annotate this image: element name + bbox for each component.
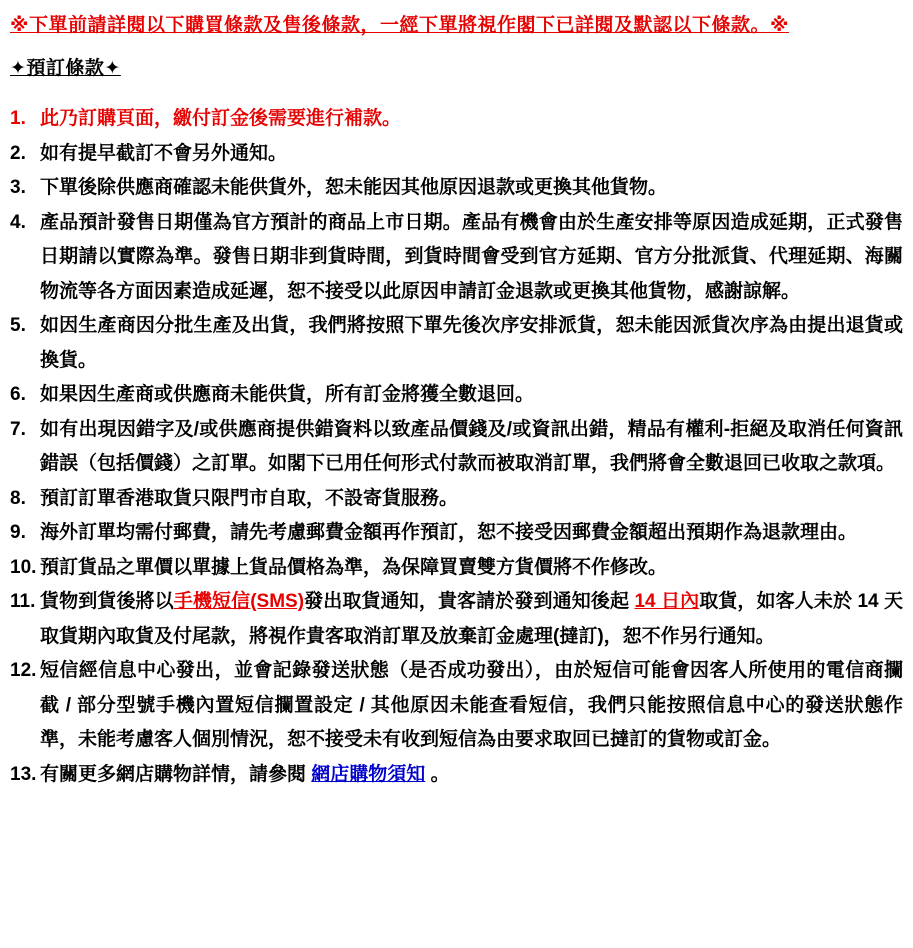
term-item-5 (10, 309, 903, 378)
term-text-segment: 下單後除供應商確認未能供貨外，恕未能因其他原因退款或更換其他貨物。 (40, 177, 668, 198)
term-text-segment: 預訂訂單香港取貨只限門市自取，不設寄貨服務。 (40, 487, 459, 509)
term-text (40, 585, 903, 654)
purchase-terms-warning: ※下單前請詳閱以下購買條款及售後條款，一經下單將視作閣下已詳閱及默認以下條款。※ (10, 15, 789, 36)
term-text-segment: 取貨，如客人未於 14 天取貨期內取貨及付尾款，將視作貴客取消訂單及放棄訂金處理(撻訂)，恕不作另行通知。 (40, 591, 903, 647)
term-text-segment: 。 (425, 763, 450, 785)
term-number: 9. (10, 522, 26, 543)
term-text-segment: 產品預計發售日期僅為官方預計的商品上市日期。產品有機會由於生產安排等原因造成延期，正式發售日期請以實際為準。發售日期非到貨時間，到貨時間會受到官方延期、官方分批派貨、代理延期、海關物流等各方面因素造成延遲，恕不接受以此原因申請訂金退款或更換其他貨物，感謝諒解。 (40, 211, 903, 302)
term-text (40, 206, 903, 310)
shop-guide-link[interactable]: 網店購物須知 (311, 763, 426, 785)
term-item-4 (10, 206, 903, 310)
term-text (40, 516, 903, 551)
term-number: 1. (10, 108, 26, 129)
term-number: 8. (10, 487, 26, 509)
term-item-2 (10, 137, 903, 172)
term-item-13 (10, 758, 903, 793)
term-number: 4. (10, 211, 26, 233)
term-number: 2. (10, 142, 26, 164)
term-item-3 (10, 171, 903, 206)
term-item-7 (10, 413, 903, 482)
term-text (40, 137, 903, 172)
term-text (40, 482, 903, 517)
term-number: 13. (10, 763, 37, 785)
term-item-9 (10, 516, 903, 551)
term-text (40, 551, 903, 586)
term-item-6 (10, 378, 903, 413)
term-number: 10. (10, 556, 37, 578)
term-number: 12. (10, 660, 37, 681)
terms-list (10, 102, 903, 792)
term-number: 5. (10, 315, 26, 336)
term-text-segment: 海外訂單均需付郵費，請先考慮郵費金額再作預訂，恕不接受因郵費金額超出預期作為退款理由。 (40, 522, 858, 543)
term-text (40, 758, 903, 793)
term-text-segment: 發出取貨通知，貴客請於發到通知後起 (304, 591, 635, 612)
highlighted-term-text: 手機短信(SMS) (173, 591, 305, 612)
term-text (40, 413, 903, 482)
term-text-segment: 如有提早截訂不會另外通知。 (40, 142, 288, 164)
term-text-segment: 有關更多網店購物詳情，請參閱 (40, 763, 312, 785)
term-item-12 (10, 654, 903, 758)
term-text-segment: 短信經信息中心發出，並會記錄發送狀態（是否成功發出），由於短信可能會因客人所使用的電信商攔截 / 部分型號手機內置短信攔置設定 / 其他原因未能查看短信，我們只能按照信息中心的發送狀態作準，未能考慮客人個別情況，恕不接受未有收到短信為由要求取回已撻訂的貨物或訂金。 (40, 660, 903, 750)
term-text-segment: 預訂貨品之單價以單據上貨品價格為準，為保障買賣雙方貨價將不作修改。 (40, 556, 668, 578)
term-item-1 (10, 102, 903, 137)
term-item-10 (10, 551, 903, 586)
term-text (40, 309, 903, 378)
term-item-8 (10, 482, 903, 517)
term-number: 3. (10, 177, 26, 198)
term-text-segment: 貨物到貨後將以 (40, 591, 174, 612)
term-text-segment: 如有出現因錯字及/或供應商提供錯資料以致產品價錢及/或資訊出錯，精品有權利-拒絕及取消任何資訊錯誤（包括價錢）之訂單。如閣下已用任何形式付款而被取消訂單，我們將會全數退回已收取之款項。 (40, 418, 903, 474)
term-text (40, 378, 903, 413)
term-text (40, 171, 903, 206)
term-number: 6. (10, 384, 26, 405)
term-number: 7. (10, 418, 26, 440)
term-text (40, 102, 903, 137)
term-text (40, 654, 903, 758)
term-number: 11. (10, 591, 36, 612)
highlighted-term-text: 14 日內 (634, 591, 700, 612)
term-text-segment: 此乃訂購頁面，繳付訂金後需要進行補款。 (40, 108, 402, 129)
term-text-segment: 如因生產商因分批生產及出貨，我們將按照下單先後次序安排派貨，恕未能因派貨次序為由提出退貨或換貨。 (40, 315, 903, 371)
term-item-11 (10, 585, 903, 654)
preorder-terms-title: ✦預訂條款✦ (10, 58, 121, 79)
term-text-segment: 如果因生產商或供應商未能供貨，所有訂金將獲全數退回。 (40, 384, 535, 405)
